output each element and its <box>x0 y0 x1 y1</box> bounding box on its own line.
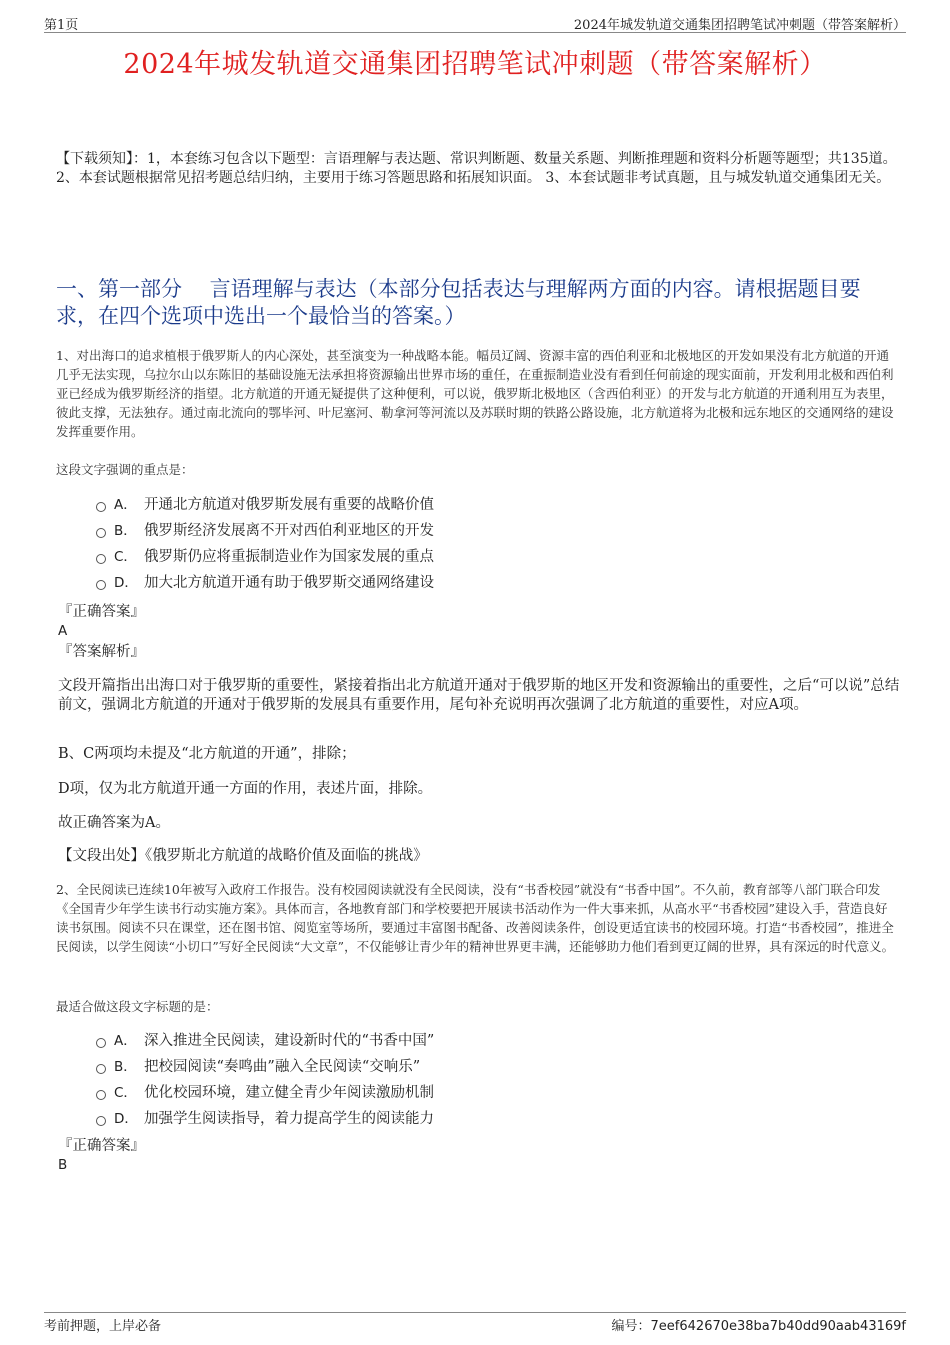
option-c[interactable]: C． 俄罗斯仍应将重振制造业作为国家发展的重点 <box>96 544 434 570</box>
radio-icon[interactable] <box>96 528 106 538</box>
radio-icon[interactable] <box>96 1038 106 1048</box>
radio-icon[interactable] <box>96 1064 106 1074</box>
footer-slogan: 考前押题，上岸必备 <box>44 1319 162 1334</box>
analysis-paragraph: 文段开篇指出出海口对于俄罗斯的重要性，紧接着指出北方航道开通对于俄罗斯的地区开发和资源输出的重要性，之后“可以说”总结前文，强调北方航道的开通对于俄罗斯的发展具有重要作用，尾句补充说明再次强调了北方航道的重要性，对应A项。 <box>58 678 900 713</box>
option-d[interactable]: D． 加强学生阅读指导，着力提高学生的阅读能力 <box>96 1106 434 1132</box>
analysis-label: 『答案解析』 <box>58 644 145 660</box>
analysis-paragraph: 故正确答案为A。 <box>58 815 170 831</box>
option-c[interactable]: C． 优化校园环境，建立健全青少年阅读激励机制 <box>96 1080 434 1106</box>
radio-icon[interactable] <box>96 554 106 564</box>
correct-answer-label: 『正确答案』 <box>58 604 145 620</box>
serial-code: 7eef642670e38ba7b40dd90aab43169f <box>650 1319 906 1334</box>
header-doc-title: 2024年城发轨道交通集团招聘笔试冲刺题（带答案解析） <box>573 18 906 33</box>
question-2-options <box>96 1028 434 1132</box>
correct-answer-value: A <box>58 623 68 639</box>
page-header <box>44 12 906 33</box>
page-number: 第1页 <box>44 18 79 33</box>
download-notice: 【下载须知】：1，本套练习包含以下题型：言语理解与表达题、常识判断题、数量关系题、判断推理题和资料分析题等题型；共135道。 2、本套试题根据常见招考题总结归纳，主要用于练习答题思路和拓展知识面。 3、本套试题非考试真题，且与城发轨道交通集团无关。 <box>56 151 897 186</box>
question-2-text: 2、全民阅读已连续10年被写入政府工作报告。没有校园阅读就没有全民阅读，没有“书香校园”就没有“书香中国”。不久前，教育部等八部门联合印发《全国青少年学生读书行动实施方案》。具体而言，各地教育部门和学校要把开展读书活动作为一件大事来抓，从高水平“书香校园”建设入手，营造良好读书氛围。阅读不只在课堂，还在图书馆、阅览室等场所，要通过丰富图书配备、改善阅读条件，创设更适宜读书的校园环境。打造“书香校园”，推进全民阅读，以学生阅读“小切口”写好全民阅读“大文章”，不仅能够让青少年的精神世界更丰满，还能够助力他们看到更辽阔的世界，具有深远的时代意义。 <box>56 882 895 954</box>
section-title: 一、第一部分 言语理解与表达（本部分包括表达与理解两方面的内容。请根据题目要求，在四个选项中选出一个最恰当的答案。） <box>56 277 861 328</box>
analysis-paragraph: B、C两项均未提及“北方航道的开通”，排除； <box>58 746 356 762</box>
option-b[interactable]: B． 把校园阅读“奏鸣曲”融入全民阅读“交响乐” <box>96 1054 434 1080</box>
question-2-stem: 最适合做这段文字标题的是： <box>56 999 219 1014</box>
option-b[interactable]: B． 俄罗斯经济发展离不开对西伯利亚地区的开发 <box>96 518 434 544</box>
correct-answer-label: 『正确答案』 <box>58 1138 145 1154</box>
radio-icon[interactable] <box>96 1090 106 1100</box>
analysis-paragraph: D项，仅为北方航道开通一方面的作用，表述片面，排除。 <box>58 781 433 797</box>
footer-serial: 编号：7eef642670e38ba7b40dd90aab43169f <box>611 1319 906 1334</box>
question-1-options <box>96 492 434 596</box>
question-1-text: 1、对出海口的追求植根于俄罗斯人的内心深处，甚至演变为一种战略本能。幅员辽阔、资源丰富的西伯利亚和北极地区的开发如果没有北方航道的开通几乎无法实现，乌拉尔山以东陈旧的基础设施无法承担将资源输出世界市场的重任，在重振制造业没有看到任何前途的现实面前，开发利用北极和西伯利亚已经成为俄罗斯经济的指望。北方航道的开通无疑提供了这种便利，可以说，俄罗斯北极地区（含西伯利亚）的开发与北方航道的开通利用互为表里，彼此支撑，无法独存。通过南北流向的鄂毕河、叶尼塞河、勒拿河等河流以及苏联时期的铁路公路设施，北方航道将为北极和远东地区的交通网络的建设发挥重要作用。 <box>56 348 894 439</box>
page-title: 2024年城发轨道交通集团招聘笔试冲刺题（带答案解析） <box>123 49 827 80</box>
option-a[interactable]: A． 开通北方航道对俄罗斯发展有重要的战略价值 <box>96 492 434 518</box>
source-citation: 【文段出处】《俄罗斯北方航道的战略价值及面临的挑战》 <box>58 848 428 864</box>
option-d[interactable]: D． 加大北方航道开通有助于俄罗斯交通网络建设 <box>96 570 434 596</box>
radio-icon[interactable] <box>96 1116 106 1126</box>
question-1-stem: 这段文字强调的重点是： <box>56 462 194 477</box>
page-footer <box>44 1312 906 1334</box>
radio-icon[interactable] <box>96 580 106 590</box>
radio-icon[interactable] <box>96 502 106 512</box>
option-a[interactable]: A． 深入推进全民阅读，建设新时代的“书香中国” <box>96 1028 434 1054</box>
correct-answer-value: B <box>58 1157 68 1173</box>
